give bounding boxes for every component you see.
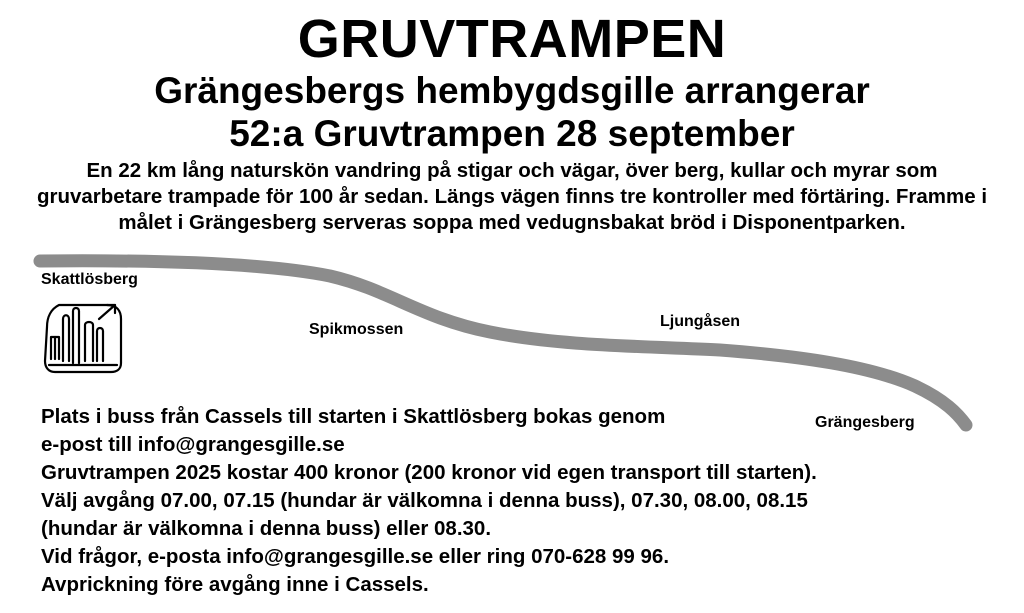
- info-line: Gruvtrampen 2025 kostar 400 kronor (200 kronor vid egen transport till starten).: [41, 461, 817, 484]
- event-description: En 22 km lång naturskön vandring på stigar och vägar, över berg, kullar och myrar som gruvarbetare trampade för 100 år sedan. Längs vägen finns tre kontroller med förtäring. Framme i målet i Grängesberg serveras soppa med vedugnsbakat bröd i Disponentparken.: [36, 159, 988, 234]
- hiking-route-line: [40, 261, 966, 425]
- route-checkpoint-label: Spikmossen: [309, 321, 404, 338]
- route-start-label: Skattlösberg: [41, 271, 138, 288]
- poster-title: GRUVTRAMPEN: [297, 9, 727, 69]
- poster-subtitle-organizer: Grängesbergs hembygdsgille arrangerar: [154, 70, 870, 111]
- booking-information: [41, 403, 1001, 599]
- info-line: Avprickning före avgång inne i Cassels.: [41, 573, 429, 596]
- info-line: Välj avgång 07.00, 07.15 (hundar är välkomna i denna buss), 07.30, 08.00, 08.15: [41, 489, 808, 512]
- route-checkpoint-label: Ljungåsen: [660, 313, 741, 330]
- hembygdsgille-logo-icon: [41, 297, 125, 375]
- info-line: e-post till info@grangesgille.se: [41, 433, 345, 456]
- info-line: Vid frågor, e-posta info@grangesgille.se eller ring 070-628 99 96.: [41, 545, 670, 568]
- info-line: (hundar är välkomna i denna buss) eller 08.30.: [41, 517, 492, 540]
- route-finish-label: Grängesberg: [815, 414, 915, 431]
- info-line: Plats i buss från Cassels till starten i Skattlösberg bokas genom: [41, 405, 666, 428]
- poster-subtitle-event-date: 52:a Gruvtrampen 28 september: [229, 113, 795, 154]
